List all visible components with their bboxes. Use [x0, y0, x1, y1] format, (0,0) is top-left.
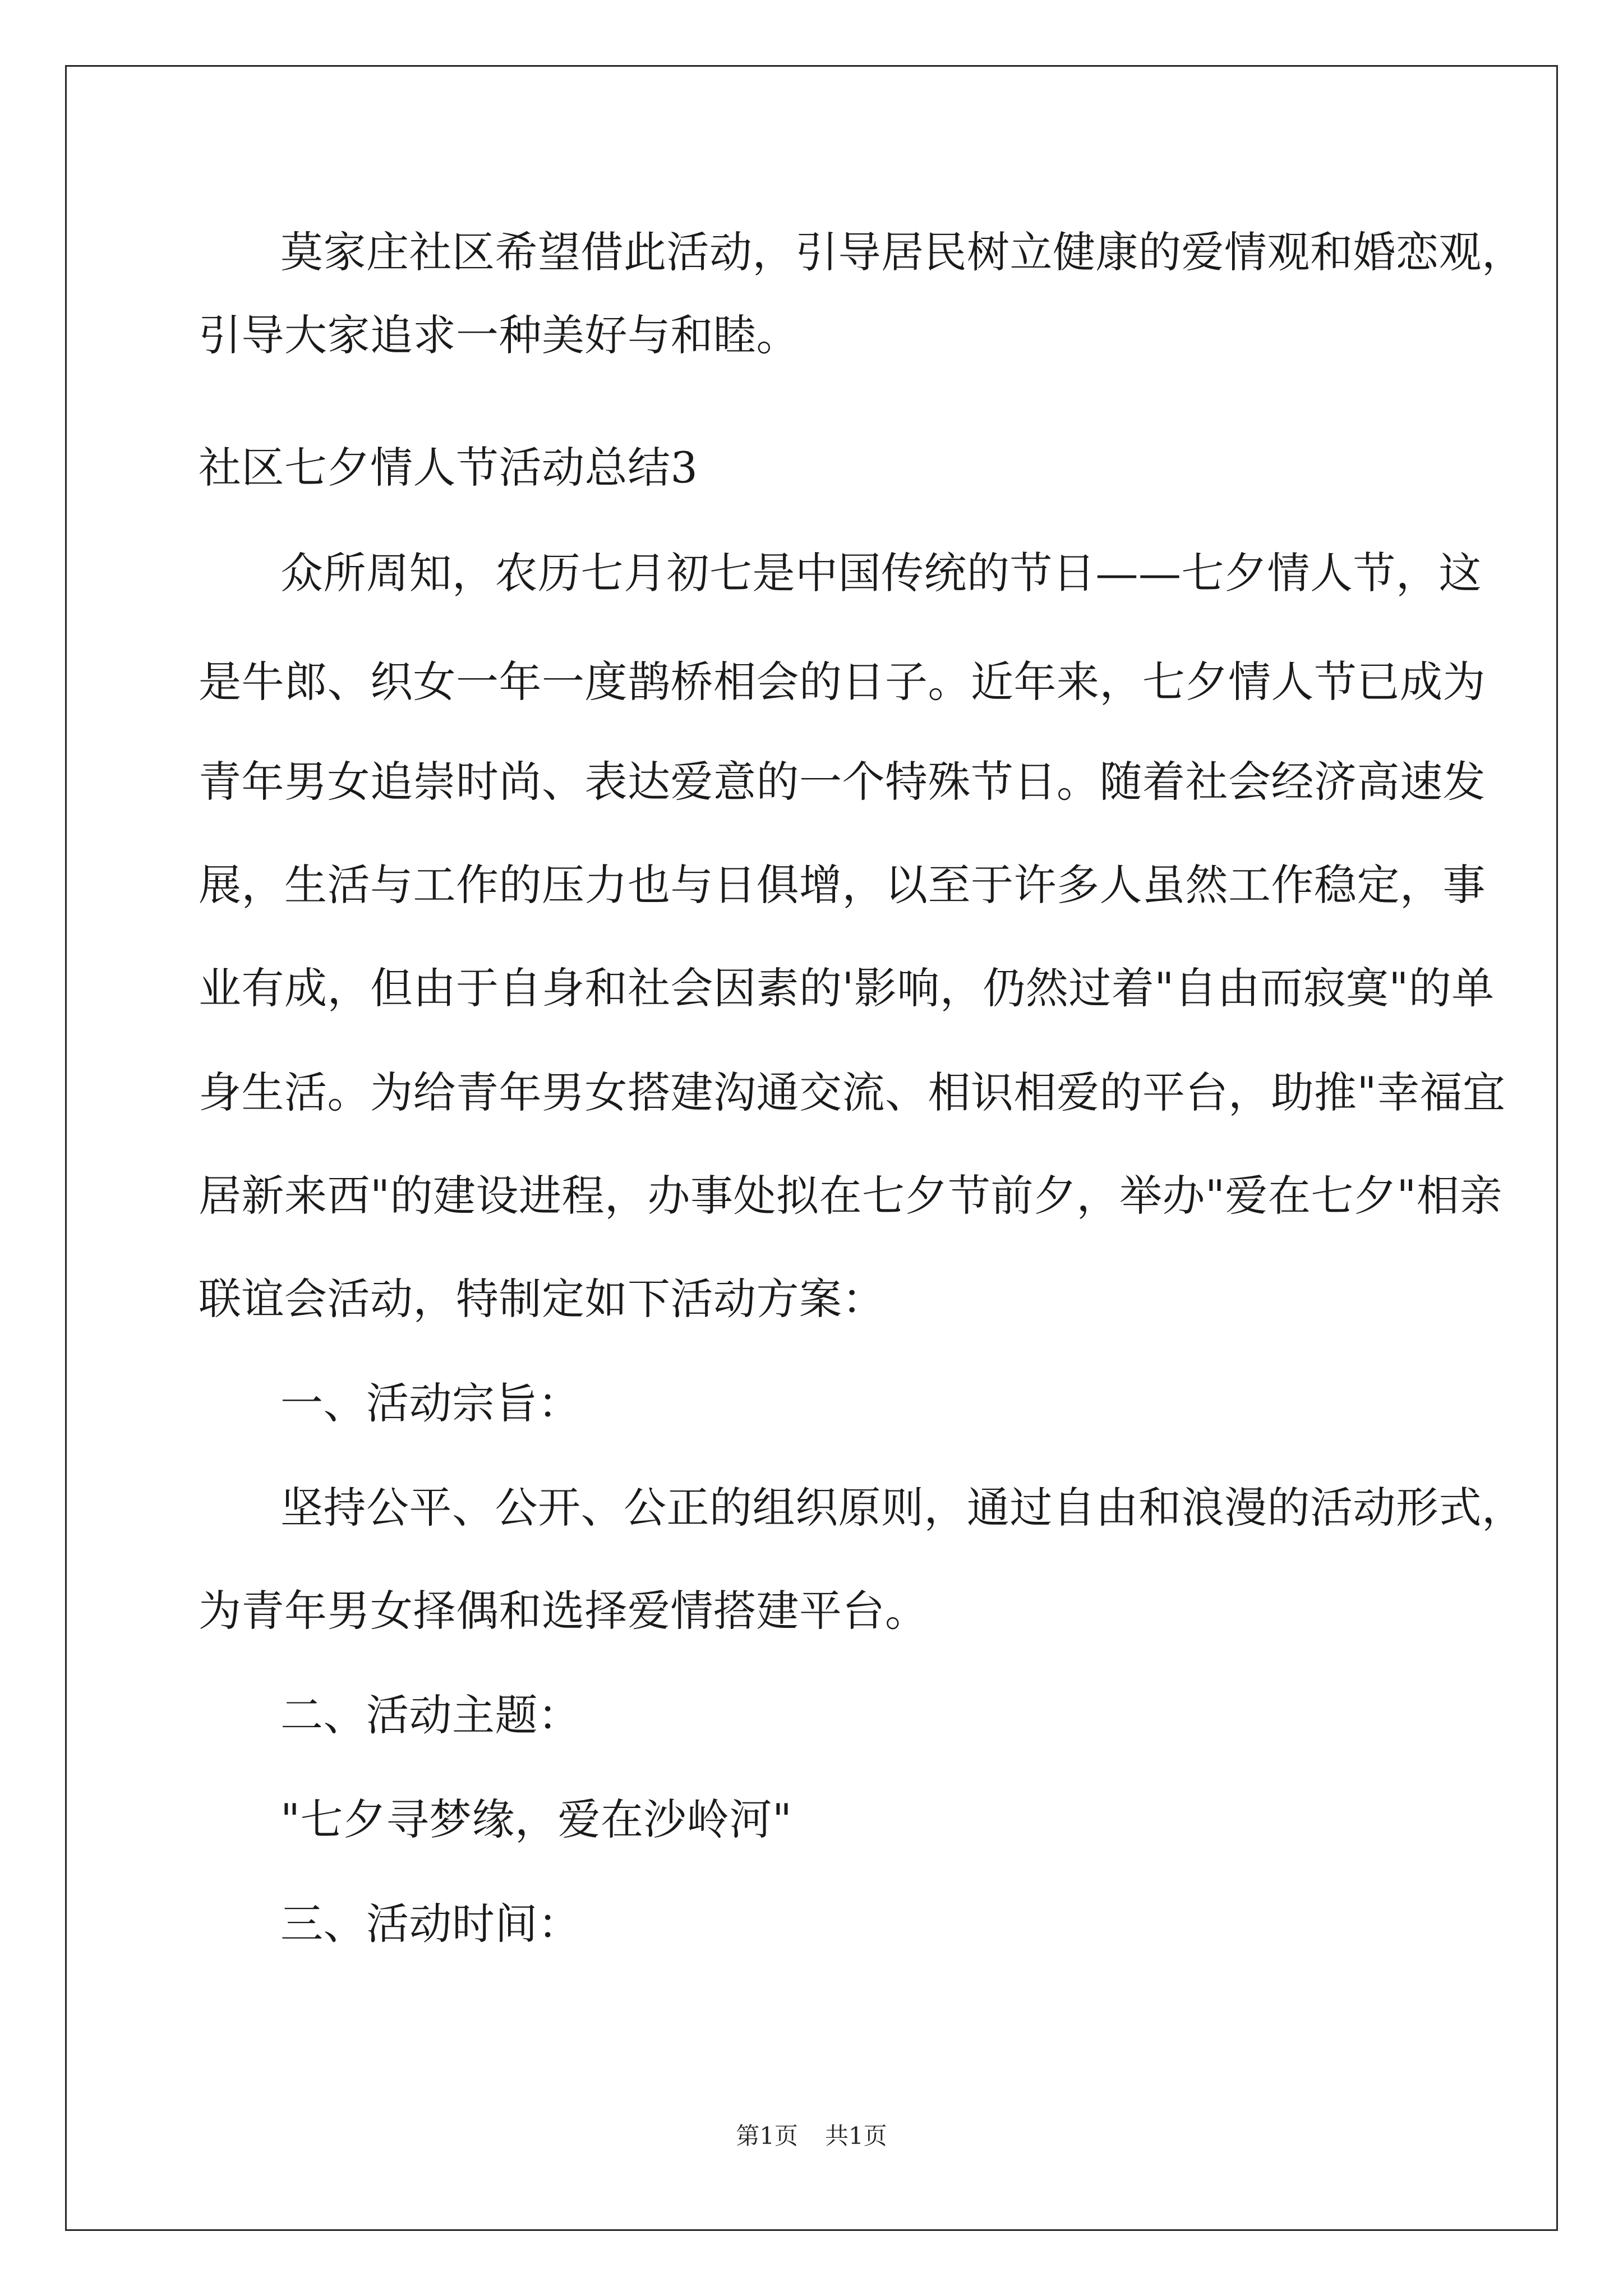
- paragraph-line: 身生活。为给青年男女搭建沟通交流、相识相爱的平台，助推"幸福宜: [199, 1068, 1506, 1117]
- paragraph-line: 联谊会活动，特制定如下活动方案：: [199, 1274, 885, 1324]
- paragraph-line: 青年男女追崇时尚、表达爱意的一个特殊节日。随着社会经济高速发: [199, 757, 1486, 807]
- page-footer: [0, 2119, 1623, 2153]
- paragraph-line: 为青年男女择偶和选择爱情搭建平台。: [199, 1586, 928, 1636]
- paragraph-line: 业有成，但由于自身和社会因素的'影响，仍然过着"自由而寂寞"的单: [199, 963, 1495, 1013]
- paragraph-line: 坚持公平、公开、公正的组织原则，通过自由和浪漫的活动形式，: [280, 1483, 1525, 1533]
- page-total: 共1页: [825, 2122, 887, 2150]
- paragraph-line: 是牛郎、织女一年一度鹊桥相会的日子。近年来，七夕情人节已成为: [199, 657, 1486, 707]
- paragraph-line: "七夕寻梦缘，爱在沙岭河": [280, 1795, 792, 1844]
- section-heading: 三、活动时间：: [280, 1899, 581, 1949]
- paragraph-line: 众所周知，农历七月初七是中国传统的节日——七夕情人节，这: [280, 548, 1482, 598]
- paragraph-line: 展，生活与工作的压力也与日俱增，以至于许多人虽然工作稳定，事: [199, 860, 1486, 910]
- section-heading: 一、活动宗旨：: [280, 1378, 581, 1428]
- paragraph-line: 引导大家追求一种美好与和睦。: [199, 310, 799, 360]
- section-heading: 社区七夕情人节活动总结3: [199, 443, 698, 493]
- page-number: 第1页: [736, 2122, 798, 2150]
- paragraph-line: 莫家庄社区希望借此活动，引导居民树立健康的爱情观和婚恋观，: [280, 227, 1525, 277]
- paragraph-line: 居新来西"的建设进程，办事处拟在七夕节前夕，举办"爱在七夕"相亲: [199, 1171, 1502, 1221]
- section-heading: 二、活动主题：: [280, 1690, 581, 1740]
